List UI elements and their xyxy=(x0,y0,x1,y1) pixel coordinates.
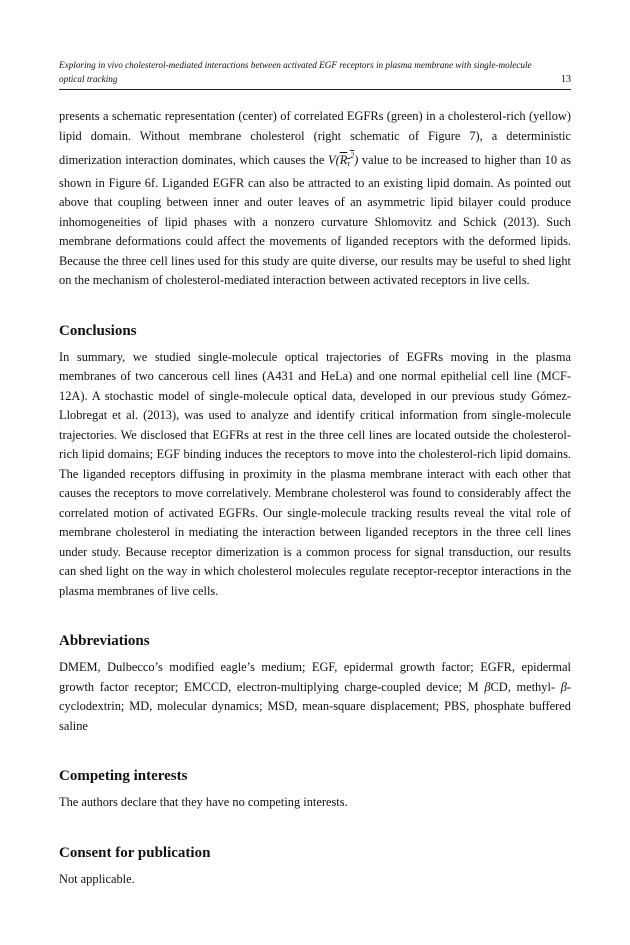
intro-text-part1: presents a schematic representation (center) of correlated EGFRs (green) in a cholesterol-rich (yellow) lipid domain. Without membrane cholesterol (right schematic of Figure 7), a deterministic dimerization interaction dominates, which causes the xyxy=(59,109,571,167)
running-title: Exploring in vivo cholesterol-mediated interactions between activated EGF receptors in plasma membrane with single-molecule optical tracking xyxy=(59,60,532,84)
competing-interests-paragraph: The authors declare that they have no competing interests. xyxy=(59,795,348,809)
math-symbol-v: V xyxy=(327,153,336,167)
abbreviations-heading: Abbreviations xyxy=(59,633,150,649)
page-number: 13 xyxy=(561,74,571,85)
math-superscript: 2 xyxy=(350,151,355,160)
consent-heading: Consent for publication xyxy=(59,844,211,861)
consent-paragraph: Not applicable. xyxy=(59,871,135,886)
beta-symbol: β xyxy=(484,679,491,694)
intro-paragraph xyxy=(59,107,571,291)
abbreviations-text-b: CD, methyl- xyxy=(490,679,561,694)
conclusions-paragraph: In summary, we studied single-molecule optical trajectories of EGFRs moving in the plasma membranes of two cancerous cell lines (A431 and HeLa) and one normal epithelial cell line (MCF-12A). A stochastic model of single-molecule optical data, developed in our previous study Gómez-Llobregat et al. (2013), was used to analyze and identify critical information from single-molecule trajectories. We disclosed that EGFRs at rest in the three cell lines are located outside the cholesterol-rich lipid domains; EGF binding induces the receptors to move into the cholesterol-rich lipid domains. The liganded receptors diffusing in proximity in the plasma membrane interact with each other that causes the receptors to move correlatively. Membrane cholesterol was found to considerably affect the correlated motion of activated EGFRs. Our single-molecule tracking results reveal the vital role of membrane cholesterol in mediating the interaction between liganded receptors in the three cell lines under study. Because receptor dimerization is a common process for signal transduction, our results can shed light on the way in which cholesterol molecules regulate receptor-receptor interactions in the plasma membranes of live cells. xyxy=(59,349,571,598)
math-symbol-r: R xyxy=(339,153,348,167)
abbreviations-paragraph xyxy=(59,658,571,736)
math-overline-term xyxy=(340,153,354,167)
math-subscript-tau: τ xyxy=(347,159,351,168)
conclusions-heading: Conclusions xyxy=(59,322,137,339)
abbreviations-text-a: DMEM, Dulbecco’s modified eagle’s medium; EGF, epidermal growth factor; EGFR, epidermal growth factor receptor; EMCCD, electron-multiplying charge-coupled device; M xyxy=(59,660,571,694)
competing-interests-heading: Competing interests xyxy=(59,768,188,784)
math-expression: $V(R_\tau^2)$ xyxy=(327,151,359,168)
body-content xyxy=(59,107,571,889)
abbreviations-text-c: -cyclodextrin; MD, molecular dynamics; MSD, mean-square displacement; PBS, phosphate buffered saline xyxy=(59,679,572,733)
intro-text-part2: value to be increased to higher than 10 as shown in Figure 6f. Liganded EGFR can also be attracted to an existing lipid domain. As pointed out above that coupling between inner and outer leaves of an asymmetric lipid bilayer could produce inhomogeneities of lipid phases with a nonzero curvature Shlomovitz and Schick (2013). Such membrane deformations could affect the movements of liganded receptors with the deformed lipids. Because the three cell lines used for this study are quite diverse, our results may be useful to shed light on the mechanism of cholesterol-mediated interaction between activated receptors in live cells. xyxy=(59,153,571,287)
running-header xyxy=(59,58,571,90)
beta-symbol: β xyxy=(560,679,567,694)
